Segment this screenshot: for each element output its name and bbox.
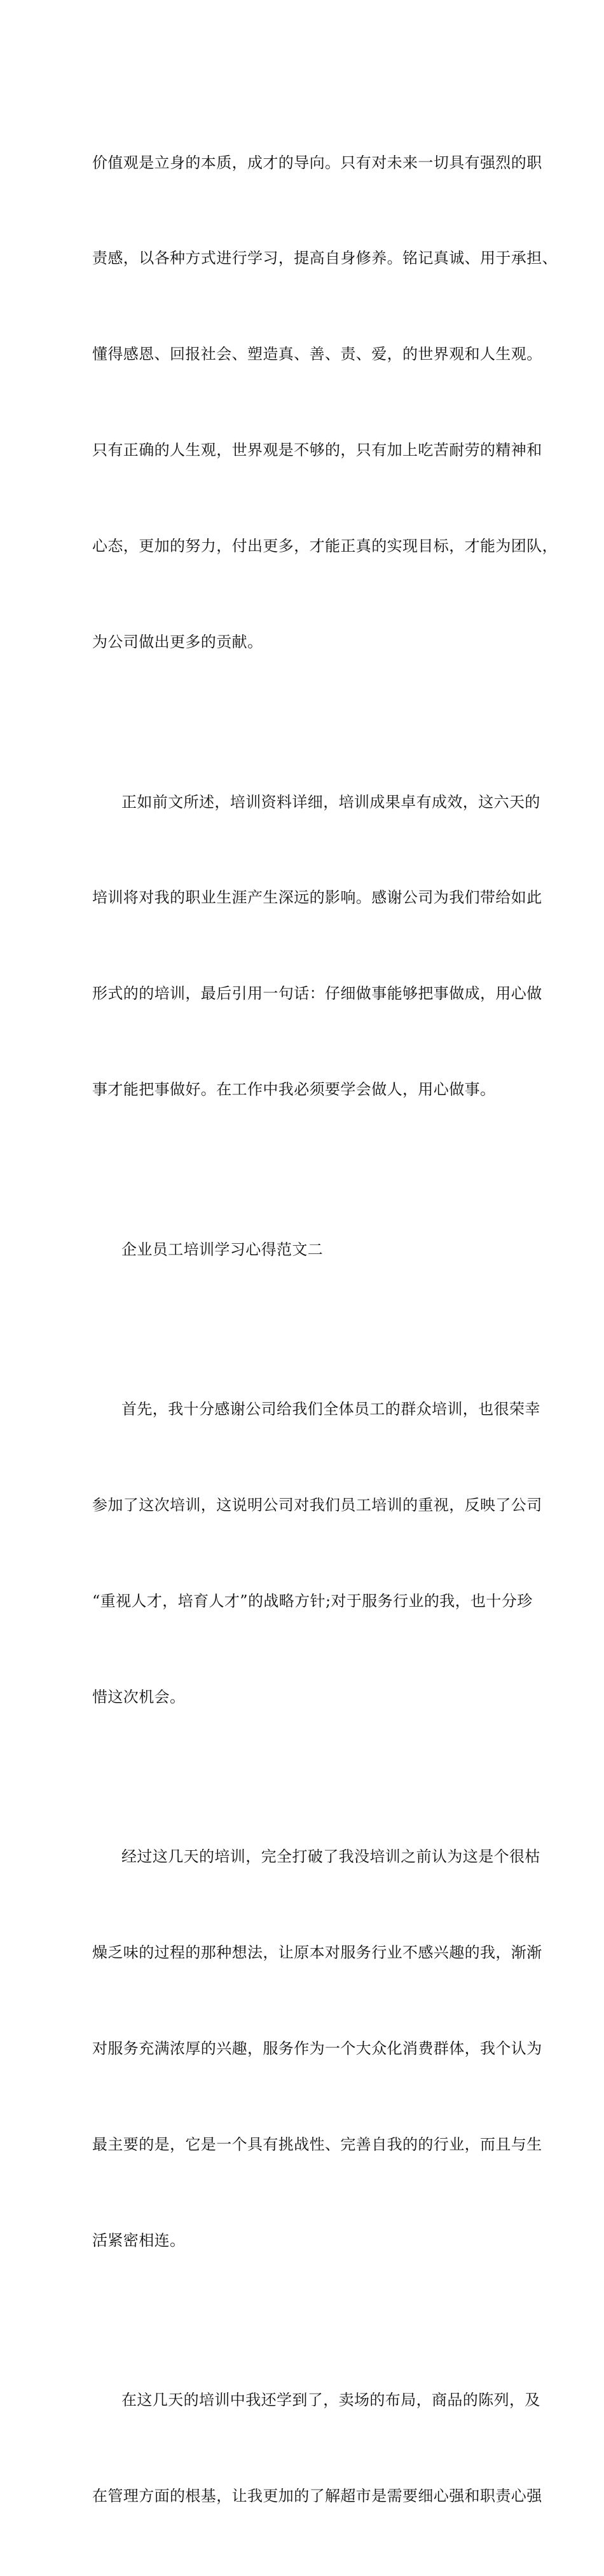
paragraph-thanks [92,1330,542,1777]
heading-line: 企业员工培训学习心得范文二 [121,1240,324,1258]
text-line: 形式的的培训，最后引用一句话：仔细做事能够把事做成，用心做 [92,985,542,1003]
text-line: 心态，更加的努力，付出更多，才能正真的实现目标，才能为团队， [92,537,558,555]
text-line: 活紧密相连。 [92,2231,186,2249]
text-line: 惜这次机会。 [92,1687,186,1706]
section-heading [92,1169,518,1329]
text-line: 事才能把事做好。在工作中我必须要学会做人，用心做事。 [92,1080,496,1099]
text-line: 在这几天的培训中我还学到了，卖场的布局，商品的陈列，及 [121,2391,540,2409]
text-line: 价值观是立身的本质，成才的导向。只有对未来一切具有强烈的职 [92,153,542,172]
paragraph-summary [92,722,542,1169]
paragraph-learning [92,2320,542,2576]
paragraph-experience [92,1777,542,2320]
text-line: 参加了这次培训，这说明公司对我们员工培训的重视，反映了公司 [92,1496,542,1515]
text-line: 在管理方面的根基，让我更加的了解超市是需要细心强和职责心强 [92,2487,542,2505]
text-line: 正如前文所述，培训资料详细，培训成果卓有成效，这六天的 [121,793,540,811]
text-line: 燥乏味的过程的那种想法，让原本对服务行业不感兴趣的我，渐渐 [92,1944,542,1962]
text-line: 懂得感恩、回报社会、塑造真、善、责、爱，的世界观和人生观。 [92,345,542,364]
text-line: 最主要的是，它是一个具有挑战性、完善自我的的行业，而且与生 [92,2136,542,2153]
text-line: 培训将对我的职业生涯产生深远的影响。感谢公司为我们带给如此 [92,889,542,907]
text-line: 责感，以各种方式进行学习，提高自身修养。铭记真诚、用于承担、 [92,249,558,268]
document-page [92,83,558,2576]
text-line: 首先，我十分感谢公司给我们全体员工的群众培训，也很荣幸 [121,1400,540,1419]
text-line: 只有正确的人生观，世界观是不够的，只有加上吃苦耐劳的精神和 [92,441,542,460]
paragraph-values [92,83,558,722]
text-line: 经过这几天的培训，完全打破了我没培训之前认为这是个很枯 [121,1848,540,1866]
text-line: 对服务充满浓厚的兴趣，服务作为一个大众化消费群体，我个认为 [92,2040,542,2058]
text-line: 为公司做出更多的贡献。 [92,633,263,651]
text-line: “重视人才，培育人才”的战略方针;对于服务行业的我，也十分珍 [92,1591,533,1610]
